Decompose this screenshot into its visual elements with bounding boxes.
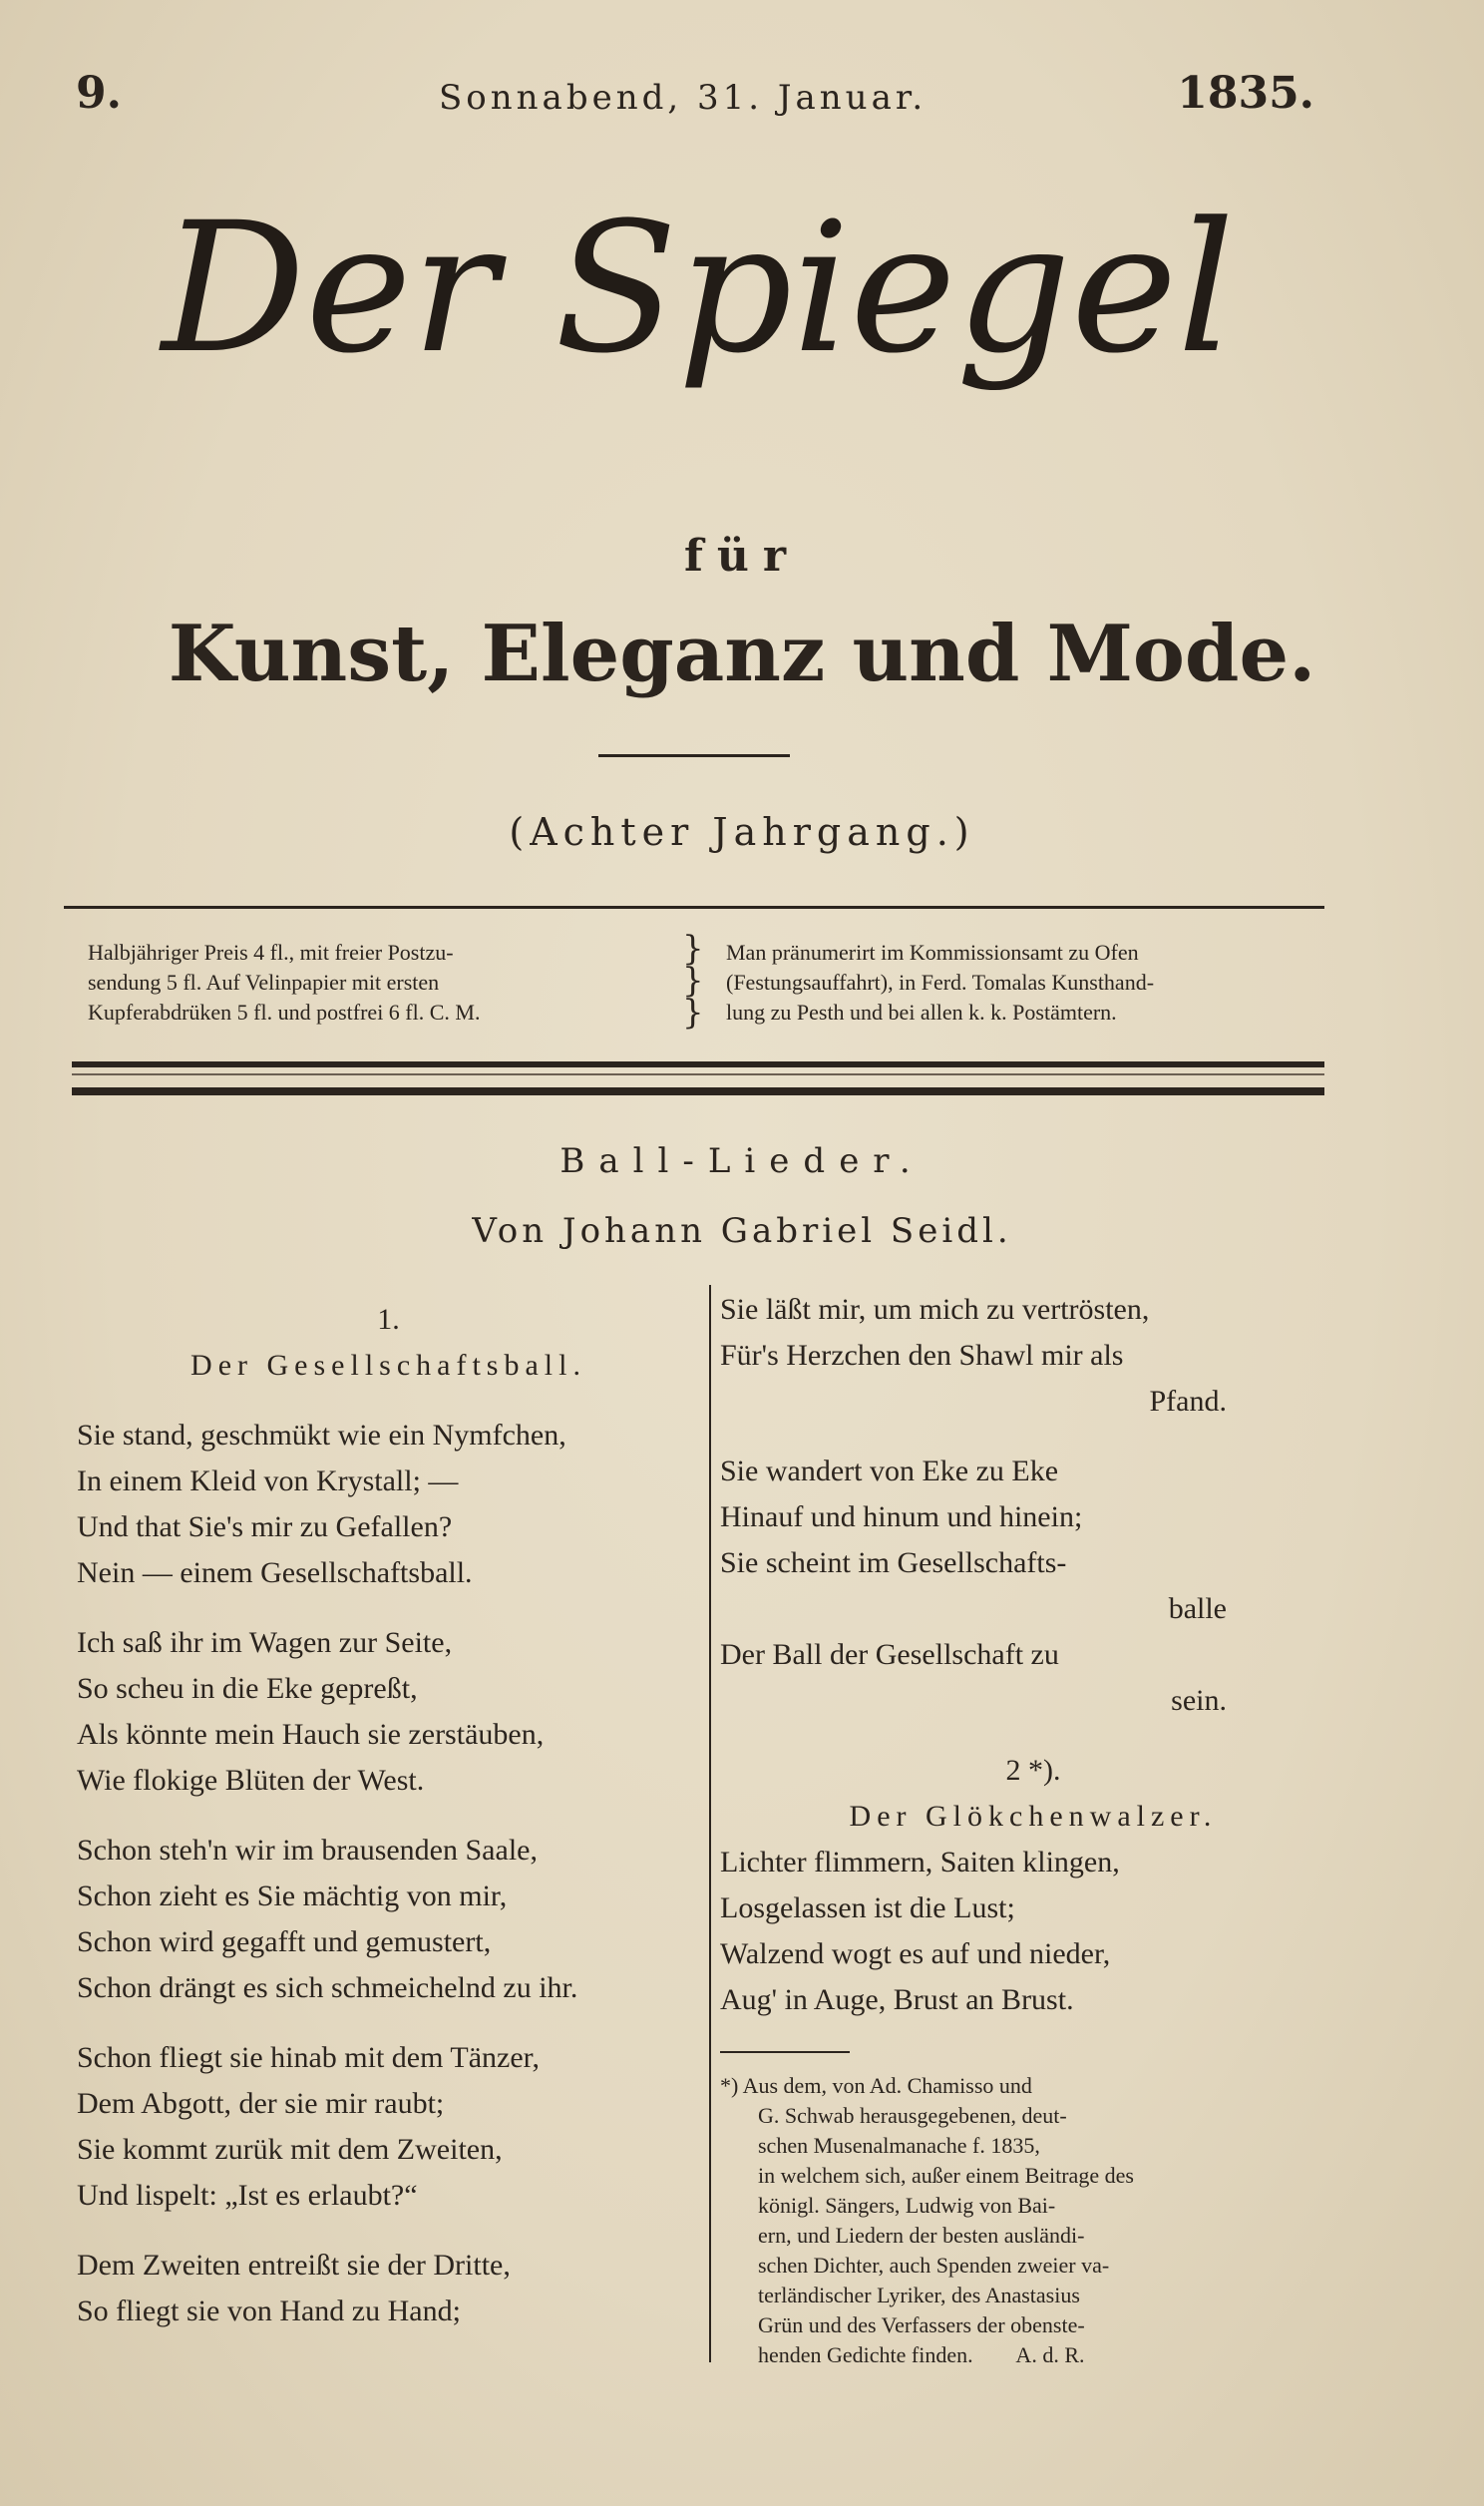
footnote-line: G. Schwab herausgegebenen, deut- (758, 2103, 1067, 2128)
stanza (720, 1449, 1346, 1724)
issue-date: Sonnabend, 31. Januar. (439, 78, 928, 118)
poem-line: Schon drängt es sich schmeichelnd zu ihr. (77, 1971, 578, 2004)
stanza (720, 1287, 1346, 1425)
issue-year: 1835. (1177, 68, 1314, 119)
stanza (720, 1840, 1346, 2023)
double-rule-mid (72, 1073, 1324, 1075)
stanza (77, 2035, 700, 2219)
poem-line: Als könnte mein Hauch sie zerstäuben, (77, 1718, 545, 1751)
footnote-line: schen Musenalmanache f. 1835, (758, 2133, 1040, 2158)
poem-number: 2 *). (1005, 1754, 1061, 1787)
article-title: Ball-Lieder. (559, 1141, 925, 1181)
poem-line: balle (1168, 1592, 1227, 1625)
stanza (77, 2243, 700, 2334)
poem-line: Und that Sie's mir zu Gefallen? (77, 1510, 453, 1543)
price-line: Halbjähriger Preis 4 fl., mit freier Postzu- (88, 940, 454, 965)
masthead-subtitle: Kunst, Eleganz und Mode. (168, 609, 1316, 699)
poem-line: In einem Kleid von Krystall; — (77, 1464, 459, 1497)
poem-line: Schon wird gegafft und gemustert, (77, 1925, 492, 1958)
poem-line: Losgelassen ist die Lust; (720, 1891, 1015, 1924)
poem-line: Hinauf und hinum und hinein; (720, 1500, 1083, 1533)
article-author: Von Johann Gabriel Seidl. (472, 1211, 1012, 1251)
masthead-title: Der Spiegel (161, 185, 1236, 393)
double-rule-bottom (72, 1087, 1324, 1095)
poem-line: Nein — einem Gesellschaftsball. (77, 1556, 473, 1589)
poem-line: Sie stand, geschmükt wie ein Nymfchen, (77, 1419, 566, 1452)
poem-line: Dem Zweiten entreißt sie der Dritte, (77, 2249, 511, 2282)
stanza (77, 1828, 700, 2011)
double-rule-top (72, 1061, 1324, 1067)
left-column (77, 1297, 700, 2358)
poem-title: Der Glökchenwalzer. (849, 1800, 1218, 1833)
footnote-line: ern, und Liedern der besten ausländi- (758, 2223, 1085, 2248)
subscription-line: lung zu Pesth und bei allen k. k. Postämtern. (726, 1000, 1117, 1025)
subscription-info (726, 938, 1324, 1028)
right-column (720, 1287, 1346, 2370)
footnote-line: henden Gedichte finden. A. d. R. (758, 2342, 1085, 2367)
footnote-line: königl. Sängers, Ludwig von Bai- (758, 2193, 1056, 2218)
price-line: Kupferabdrüken 5 fl. und postfrei 6 fl. C. M. (88, 1000, 481, 1025)
short-divider (598, 754, 790, 757)
poem-line: Für's Herzchen den Shawl mir als (720, 1339, 1124, 1372)
masthead-fuer: für (683, 531, 801, 582)
issue-number: 9. (76, 68, 122, 119)
footnote-line: schen Dichter, auch Spenden zweier va- (758, 2253, 1110, 2278)
poem-line: Schon steh'n wir im brausenden Saale, (77, 1834, 538, 1867)
brace-icon: } } } (682, 929, 704, 1033)
poem-title: Der Gesellschaftsball. (190, 1349, 586, 1382)
poem-line: Pfand. (1149, 1385, 1227, 1418)
poem-line: So fliegt sie von Hand zu Hand; (77, 2295, 461, 2327)
subscription-line: (Festungsauffahrt), in Ferd. Tomalas Kunsthand- (726, 970, 1155, 995)
footnote-line: Grün und des Verfassers der obenste- (758, 2312, 1085, 2337)
column-divider (709, 1285, 711, 2362)
price-info (88, 938, 671, 1028)
poem-line: Schon zieht es Sie mächtig von mir, (77, 1880, 508, 1912)
poem-line: Sie kommt zurük mit dem Zweiten, (77, 2133, 503, 2166)
subscription-line: Man pränumerirt im Kommissionsamt zu Ofen (726, 940, 1139, 965)
price-line: sendung 5 fl. Auf Velinpapier mit ersten (88, 970, 440, 995)
footnote-rule (720, 2051, 850, 2053)
poem-line: Lichter flimmern, Saiten klingen, (720, 1846, 1120, 1879)
poem-number: 1. (377, 1303, 400, 1336)
footnote-line: terländischer Lyriker, des Anastasius (758, 2283, 1080, 2307)
footnote-line: *) Aus dem, von Ad. Chamisso und (720, 2073, 1032, 2098)
poem-line: Aug' in Auge, Brust an Brust. (720, 1983, 1074, 2016)
volume-label: (Achter Jahrgang.) (509, 810, 975, 854)
top-rule (64, 906, 1324, 909)
poem-line: Dem Abgott, der sie mir raubt; (77, 2087, 445, 2120)
poem-line: Sie wandert von Eke zu Eke (720, 1455, 1059, 1487)
stanza (77, 1620, 700, 1804)
poem-line: sein. (1171, 1684, 1227, 1717)
poem-line: Sie scheint im Gesellschafts- (720, 1546, 1067, 1579)
poem-line: Wie flokige Blüten der West. (77, 1764, 425, 1797)
poem-line: Der Ball der Gesellschaft zu (720, 1638, 1059, 1671)
footnote-line: in welchem sich, außer einem Beitrage des (758, 2163, 1134, 2188)
stanza (77, 1413, 700, 1596)
poem-line: Ich saß ihr im Wagen zur Seite, (77, 1626, 453, 1659)
poem-line: So scheu in die Eke gepreßt, (77, 1672, 418, 1705)
poem-line: Und lispelt: „Ist es erlaubt?“ (77, 2179, 418, 2212)
poem-line: Schon fliegt sie hinab mit dem Tänzer, (77, 2041, 540, 2074)
poem-line: Walzend wogt es auf und nieder, (720, 1937, 1111, 1970)
poem-line: Sie läßt mir, um mich zu vertrösten, (720, 1293, 1150, 1326)
footnote (720, 2071, 1346, 2370)
